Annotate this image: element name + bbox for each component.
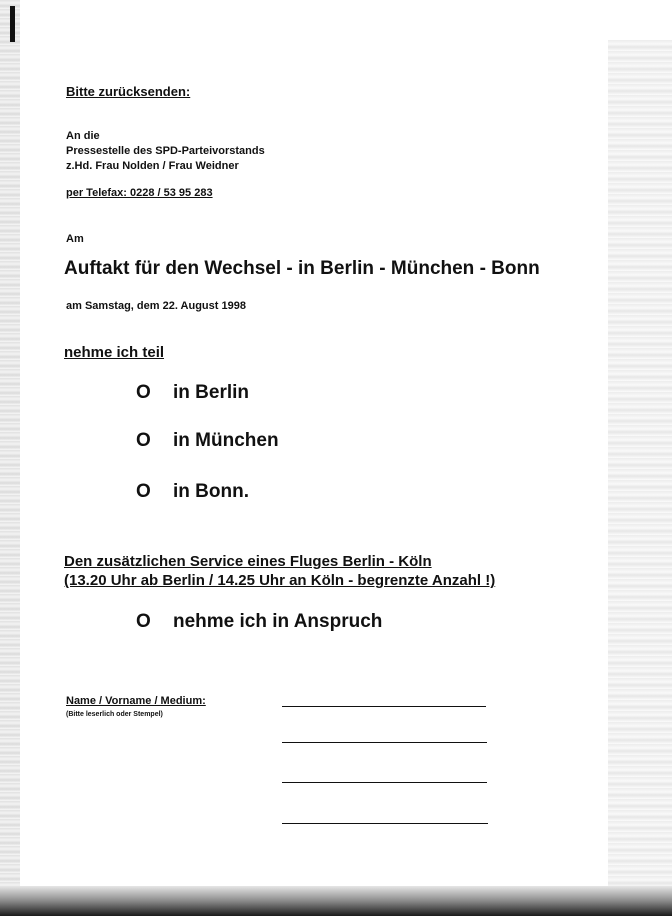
address-line-3: z.Hd. Frau Nolden / Frau Weidner <box>66 160 239 172</box>
option-muenchen[interactable] <box>136 430 279 452</box>
option-label: in Berlin <box>173 382 250 403</box>
scan-top-mark <box>10 6 15 42</box>
service-line-2: (13.20 Uhr ab Berlin / 14.25 Uhr an Köln - begrenzte Anzahl !) <box>64 572 496 589</box>
scan-bottom-edge <box>0 886 672 916</box>
checkbox-circle[interactable]: O <box>136 430 151 451</box>
return-label: Bitte zurücksenden: <box>66 84 191 99</box>
checkbox-circle[interactable]: O <box>136 481 151 502</box>
option-flight[interactable] <box>136 611 382 633</box>
checkbox-circle[interactable]: O <box>136 382 151 403</box>
address-line-1: An die <box>66 130 100 142</box>
service-line-1: Den zusätzlichen Service eines Fluges Berlin - Köln <box>64 553 432 570</box>
scan-left-edge <box>0 0 20 916</box>
signature-line-1[interactable] <box>282 706 486 707</box>
signature-line-4[interactable] <box>282 823 488 824</box>
event-title: Auftakt für den Wechsel - in Berlin - München - Bonn <box>64 258 540 279</box>
event-date: am Samstag, dem 22. August 1998 <box>66 300 246 312</box>
option-berlin[interactable] <box>136 382 249 404</box>
fax-number: per Telefax: 0228 / 53 95 283 <box>66 187 213 199</box>
signature-line-3[interactable] <box>282 782 487 783</box>
recipient-address <box>66 129 265 174</box>
event-am: Am <box>66 233 84 245</box>
option-label: in Bonn. <box>173 481 249 502</box>
option-label: in München <box>173 430 279 451</box>
signature-line-2[interactable] <box>282 742 487 743</box>
scan-right-edge <box>608 40 672 900</box>
option-label: nehme ich in Anspruch <box>173 611 383 632</box>
name-hint: (Bitte leserlich oder Stempel) <box>66 711 163 718</box>
address-line-2: Pressestelle des SPD-Parteivorstands <box>66 145 265 157</box>
participation-label: nehme ich teil <box>64 344 165 361</box>
name-label: Name / Vorname / Medium: <box>66 695 206 707</box>
checkbox-circle[interactable]: O <box>136 611 151 632</box>
option-bonn[interactable] <box>136 481 249 503</box>
